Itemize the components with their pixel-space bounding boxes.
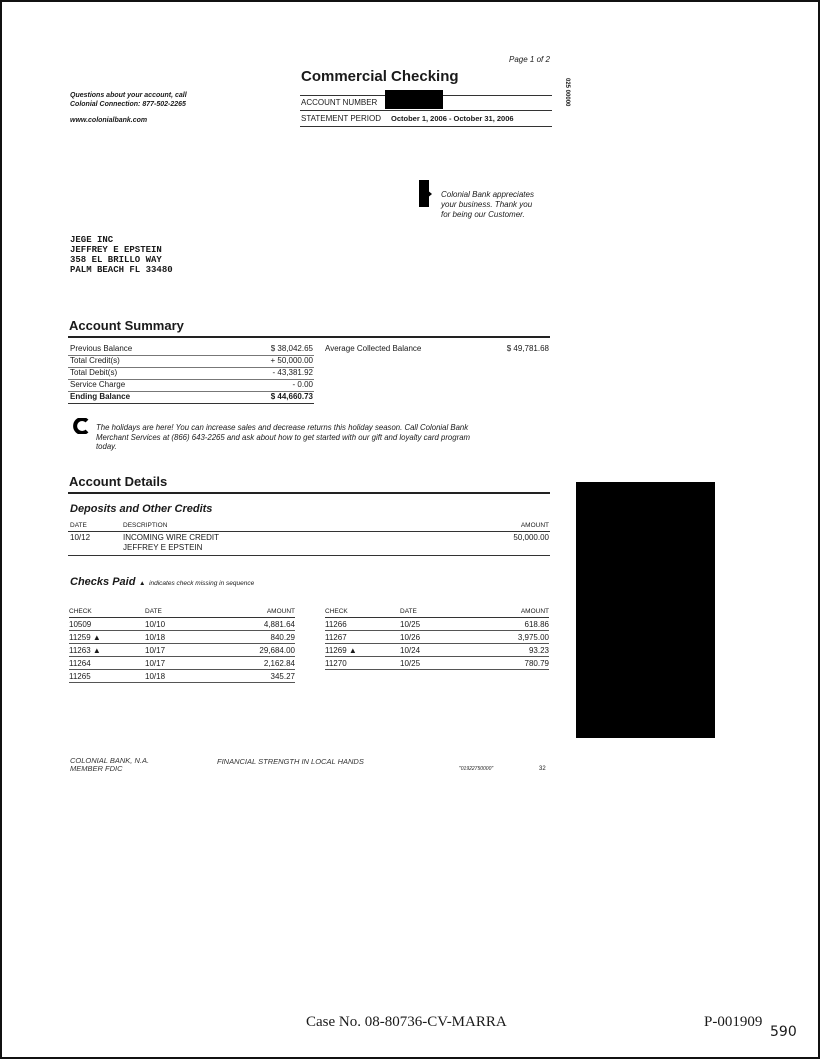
- deposits-header-rule: [68, 531, 550, 532]
- check-date: 10/10: [145, 618, 215, 631]
- header-rule-mid: [300, 110, 552, 111]
- footer-member-fdic: MEMBER FDIC: [70, 764, 123, 773]
- checks-col-check: CHECK: [69, 606, 145, 618]
- redaction-block: [576, 482, 715, 738]
- side-code: [561, 78, 571, 118]
- deposit-desc-line-1: INCOMING WIRE CREDIT: [123, 533, 219, 542]
- address-street: 358 EL BRILLO WAY: [70, 255, 162, 265]
- summary-label-credits: Total Credit(s): [70, 356, 120, 365]
- deposits-col-description: DESCRIPTION: [123, 522, 168, 529]
- deposit-amount: 50,000.00: [513, 533, 549, 542]
- footer-bank-name: COLONIAL BANK, N.A.: [70, 756, 150, 765]
- account-details-heading: Account Details: [69, 474, 168, 489]
- deposit-desc-line-2: JEFFREY E EPSTEIN: [123, 543, 203, 552]
- side-code-text: 025 00000: [564, 78, 570, 107]
- table-row: [325, 657, 549, 670]
- check-date: 10/26: [400, 631, 470, 644]
- footer-code-number: 32: [539, 766, 546, 772]
- avg-balance-value: $ 49,781.68: [506, 344, 549, 353]
- checks-paid-heading: Checks Paid: [70, 576, 136, 588]
- table-row: [69, 657, 295, 670]
- checks-col-amount: AMOUNT: [215, 606, 295, 618]
- page-number: Page 1 of 2: [509, 55, 550, 64]
- summary-label-service: Service Charge: [70, 380, 126, 389]
- check-number: 10509: [69, 618, 145, 631]
- deposit-description: [123, 533, 219, 553]
- footer-slogan: FINANCIAL STRENGTH IN LOCAL HANDS: [217, 757, 364, 766]
- bates-page-number: 590: [770, 1024, 797, 1040]
- summary-value-credits: + 50,000.00: [270, 356, 313, 365]
- table-row: [69, 618, 295, 631]
- footer-bank: [70, 757, 149, 773]
- table-row: [69, 670, 295, 683]
- promo-c-icon: [73, 418, 91, 434]
- checks-col-date: DATE: [400, 606, 470, 618]
- check-amount: 840.29: [215, 631, 295, 644]
- deposit-date: 10/12: [70, 533, 91, 542]
- summary-rule: [68, 336, 550, 338]
- check-number: 11270: [325, 657, 400, 670]
- check-number: 11263 ▲: [69, 644, 145, 657]
- checks-table-left: [69, 606, 295, 683]
- header-rule-bottom: [300, 126, 552, 127]
- check-amount: 4,881.64: [215, 618, 295, 631]
- check-date: 10/17: [145, 657, 215, 670]
- address-company: JEGE INC: [70, 235, 114, 245]
- summary-label-ending: Ending Balance: [70, 392, 131, 401]
- summary-label-debits: Total Debit(s): [70, 368, 118, 377]
- check-date: 10/25: [400, 618, 470, 631]
- account-summary-heading: Account Summary: [69, 318, 184, 333]
- promo-line-2: Merchant Services at (866) 643-2265 and ask about how to get started with our gift and loyalty card program: [96, 432, 471, 442]
- check-date: 10/18: [145, 670, 215, 683]
- table-row: [325, 618, 549, 631]
- promo-line-3: today.: [96, 442, 117, 451]
- checks-col-date: DATE: [145, 606, 215, 618]
- check-amount: 780.79: [470, 657, 549, 670]
- deposits-col-date: DATE: [70, 522, 87, 529]
- table-row: [325, 644, 549, 657]
- avg-balance-label: Average Collected Balance: [325, 344, 422, 353]
- bates-number: P-001909: [704, 1014, 763, 1030]
- summary-label-previous: Previous Balance: [70, 344, 133, 353]
- check-amount: 93.23: [470, 644, 549, 657]
- table-row: [325, 631, 549, 644]
- check-date: 10/25: [400, 657, 470, 670]
- checks-note-text: indicates check missing in sequence: [149, 580, 255, 587]
- address-name: JEFFREY E EPSTEIN: [70, 245, 162, 255]
- checks-missing-note: [139, 580, 254, 587]
- summary-value-ending: $ 44,660.73: [270, 392, 313, 401]
- details-rule: [68, 492, 550, 494]
- summary-value-service: - 0.00: [292, 380, 313, 389]
- check-date: 10/17: [145, 644, 215, 657]
- address-city: PALM BEACH FL 33480: [70, 265, 173, 275]
- statement-period-label: STATEMENT PERIOD: [301, 114, 382, 123]
- check-number: 11266: [325, 618, 400, 631]
- table-row: [69, 631, 295, 644]
- check-amount: 2,162.84: [215, 657, 295, 670]
- summary-value-previous: $ 38,042.65: [270, 344, 313, 353]
- summary-bottom-rule: [68, 403, 314, 404]
- contact-line-1: Questions about your account, call: [70, 92, 187, 99]
- check-amount: 345.27: [215, 670, 295, 683]
- triangle-icon: ▲: [139, 580, 146, 587]
- check-amount: 3,975.00: [470, 631, 549, 644]
- contact-info: [70, 91, 187, 125]
- holiday-promo: [96, 423, 470, 452]
- account-number-label: ACCOUNT NUMBER: [301, 98, 378, 107]
- deposits-heading: Deposits and Other Credits: [70, 503, 213, 515]
- thanks-line-3: for being our Customer.: [441, 210, 525, 219]
- statement-period-value: October 1, 2006 - October 31, 2006: [391, 114, 514, 123]
- mailing-address: [70, 235, 173, 275]
- summary-value-debits: - 43,381.92: [272, 368, 313, 377]
- check-number: 11259 ▲: [69, 631, 145, 644]
- contact-phone: Colonial Connection: 877-502-2265: [70, 101, 186, 108]
- statement-title: Commercial Checking: [301, 68, 459, 85]
- colonial-logo-icon: [419, 180, 429, 207]
- check-amount: 618.86: [470, 618, 549, 631]
- checks-col-check: CHECK: [325, 606, 400, 618]
- deposits-bottom-rule: [68, 555, 550, 556]
- check-number: 11267: [325, 631, 400, 644]
- thanks-line-1: Colonial Bank appreciates: [441, 190, 534, 199]
- check-amount: 29,684.00: [215, 644, 295, 657]
- thanks-line-2: your business. Thank you: [441, 200, 533, 209]
- case-number: Case No. 08-80736-CV-MARRA: [306, 1014, 507, 1030]
- footer-code: "01922750000": [459, 766, 494, 772]
- promo-line-1: The holidays are here! You can increase sales and decrease returns this holiday season. Call Colonial Bank: [96, 423, 469, 432]
- check-date: 10/24: [400, 644, 470, 657]
- check-number: 11265: [69, 670, 145, 683]
- check-date: 10/18: [145, 631, 215, 644]
- deposits-col-amount: AMOUNT: [520, 522, 549, 529]
- checks-col-amount: AMOUNT: [470, 606, 549, 618]
- website-link[interactable]: www.colonialbank.com: [70, 117, 148, 124]
- thank-you-message: [441, 190, 534, 220]
- redaction-account-number: [385, 90, 443, 109]
- check-number: 11269 ▲: [325, 644, 400, 657]
- checks-table-right: [325, 606, 549, 670]
- table-row: [69, 644, 295, 657]
- check-number: 11264: [69, 657, 145, 670]
